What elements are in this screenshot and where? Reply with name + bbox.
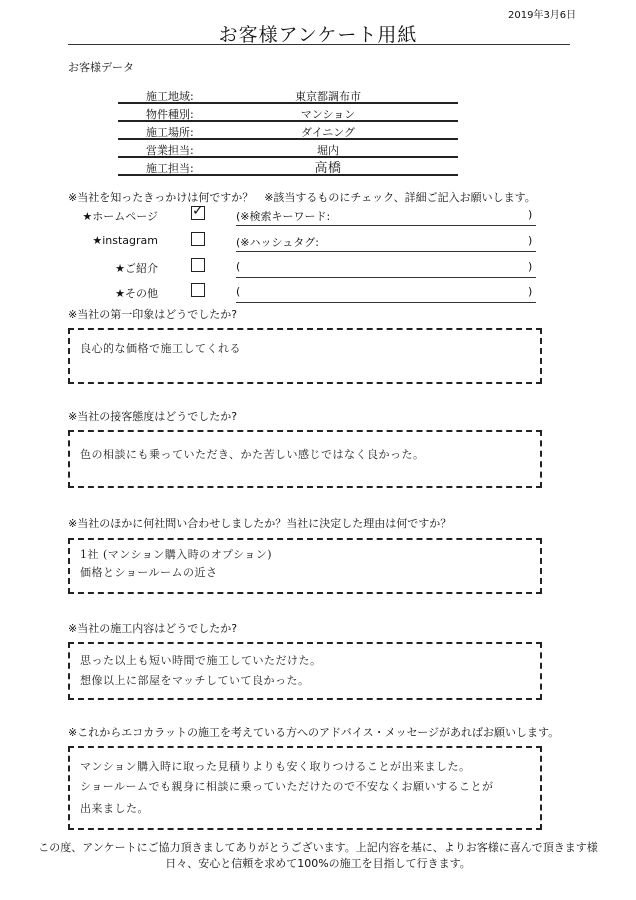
question-5: ※当社の施工内容はどうでしたか?: [68, 622, 238, 635]
question-4: ※当社のほかに何社問い合わせしましたか？当社に決定した理由は何ですか？: [68, 517, 452, 530]
info-label: 施工担当:: [146, 162, 194, 175]
question-1: ※当社を知ったきっかけは何ですか？ ※該当するものにチェック、詳細ご記入お願いします。: [68, 191, 536, 204]
info-value: ダイニング: [300, 126, 356, 139]
detail-underline: [236, 302, 536, 303]
answer-box-4: [68, 538, 542, 594]
info-value: マンション: [300, 108, 356, 121]
answer-text: 価格とショールームの近さ: [80, 566, 218, 579]
info-row-location: [118, 124, 458, 140]
question-2: ※当社の第一印象はどうでしたか?: [68, 308, 238, 321]
answer-text: 良心的な価格で施工してくれる: [80, 342, 241, 355]
detail-underline: [236, 251, 536, 252]
checkbox-homepage[interactable]: [191, 203, 205, 220]
checkbox-referral[interactable]: [191, 258, 205, 272]
detail-close-paren: ): [528, 234, 533, 247]
info-row-area: [118, 88, 458, 104]
info-label: 営業担当:: [146, 144, 194, 157]
check-label-other: ★その他: [115, 287, 158, 300]
checkbox-other[interactable]: [191, 283, 205, 297]
check-label-homepage: ★ホームページ: [82, 210, 158, 223]
info-row-sales-rep: [118, 142, 458, 158]
info-label: 施工場所:: [146, 126, 194, 139]
page-title: お客様アンケート用紙: [218, 24, 418, 46]
answer-box-2: [68, 328, 542, 384]
detail-instagram: (※ハッシュタグ:: [236, 236, 319, 249]
footer-line: この度、アンケートにご協力頂きましてありがとうございます。上記内容を基に、よりお客様に喜んで頂きます様: [38, 841, 598, 854]
footer-message: [0, 840, 636, 872]
answer-text: 思った以上も短い時間で施工していただけた。: [80, 654, 322, 667]
answer-text: ショールームでも親身に相談に乗っていただけたので不安なくお願いすることが: [80, 780, 494, 793]
answer-text: 色の相談にも乗っていただき、かた苦しい感じではなく良かった。: [80, 448, 425, 461]
checkbox-instagram[interactable]: [191, 232, 205, 246]
footer-line: 日々、安心と信頼を求めて100%の施工を目指して行きます。: [165, 857, 471, 870]
info-row-installer: [118, 160, 458, 176]
answer-text: 出来ました。: [80, 802, 149, 815]
detail-close-paren: ): [528, 208, 533, 221]
check-label-instagram: ★instagram: [92, 234, 158, 247]
question-3: ※当社の接客態度はどうでしたか?: [68, 410, 238, 423]
info-value-handwritten: 高橋: [314, 161, 342, 176]
info-value: 堀内: [317, 144, 339, 157]
info-label: 物件種別:: [146, 108, 194, 121]
detail-close-paren: ): [528, 260, 533, 273]
info-value: 東京都調布市: [295, 90, 361, 103]
info-label: 施工地域:: [146, 90, 194, 103]
check-label-referral: ★ご紹介: [115, 262, 158, 275]
title-divider: [68, 44, 570, 45]
answer-text: 1社 (マンション購入時のオプション): [80, 548, 273, 561]
answer-box-5: [68, 642, 542, 700]
detail-close-paren: ): [528, 285, 533, 298]
survey-date: 2019年3月6日: [508, 10, 577, 21]
question-6: ※これからエコカラットの施工を考えている方へのアドバイス・メッセージがあればお願いします。: [68, 726, 560, 739]
answer-box-6: [68, 746, 542, 830]
detail-homepage: (※検索キーワード:: [236, 210, 331, 223]
detail-underline: [236, 277, 536, 278]
check-mark-icon: ✓: [192, 203, 204, 219]
detail-referral: (: [236, 260, 241, 273]
customer-data-heading: お客様データ: [68, 61, 134, 74]
info-row-property-type: [118, 106, 458, 122]
detail-other: (: [236, 285, 241, 298]
answer-box-3: [68, 430, 542, 488]
answer-text: マンション購入時に取った見積りよりも安く取りつけることが出来ました。: [80, 760, 471, 773]
detail-underline: [236, 225, 536, 226]
answer-text: 想像以上に部屋をマッチしていて良かった。: [80, 674, 310, 687]
